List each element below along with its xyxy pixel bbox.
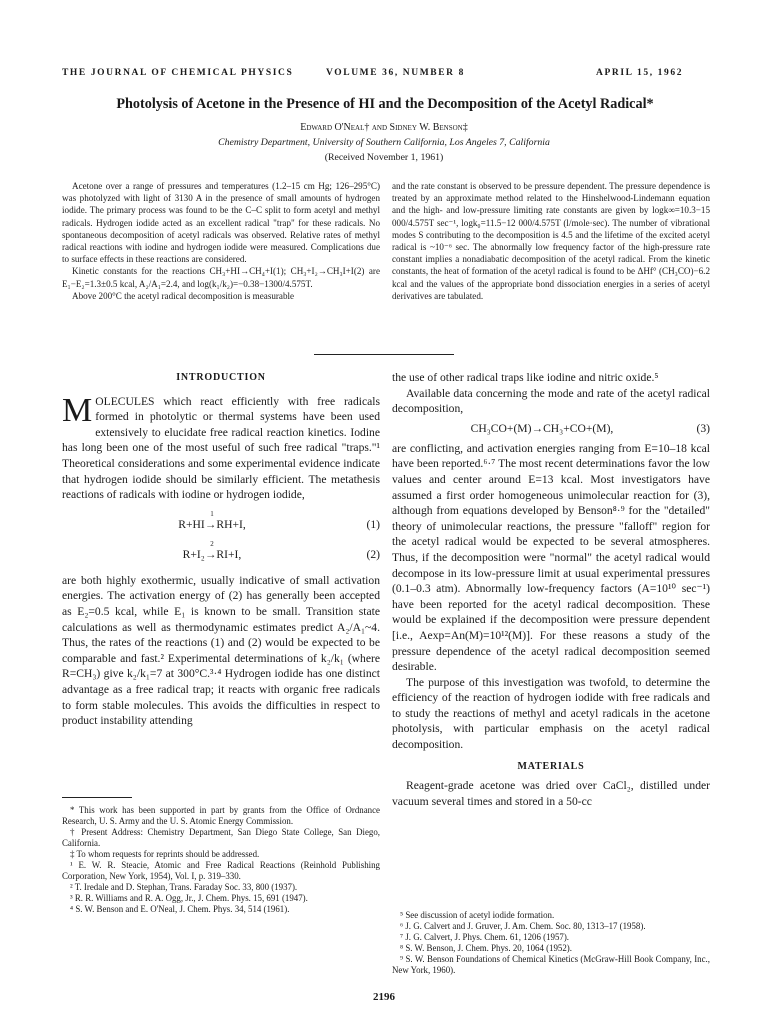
footnote: ⁶ J. G. Calvert and J. Gruver, J. Am. Chem. Soc. 80, 1313–17 (1958). [400, 921, 646, 931]
intro-paragraph: are both highly exothermic, usually indicative of small activation energies. The activation energy of (2) has generally been accepted as E₂=0.5 kcal, while E₁ is known to be small. Transition state calculations as well as thermodynamic estimates predict A₂/A₁~4. Thus, the rates of the reactions (1) and (2) would be expected to be comparable and fast.² Experimental determinations of k₂/k₁ (where R=CH₃) give k₂/k₁=7 at 300°C.³·⁴ Hydrogen iodide has one distinct advantage as a free radical trap; it reacts with organic free radicals to form stable molecules. This avoids the difficulties in respect to product instability attending [62, 573, 380, 728]
footnote-divider [62, 797, 132, 798]
abstract-divider [314, 354, 454, 355]
abstract-paragraph: Above 200°C the acetyl radical decomposition is measurable [72, 290, 295, 301]
footnote: ³ R. R. Williams and R. A. Ogg, Jr., J. Chem. Phys. 15, 691 (1947). [70, 893, 308, 903]
equation-1 [62, 507, 380, 537]
footnote: ² T. Iredale and D. Stephan, Trans. Faraday Soc. 33, 800 (1937). [70, 882, 298, 892]
authors: Edward O'Neal† and Sidney W. Benson‡ [300, 122, 468, 133]
footnote: ⁷ J. G. Calvert, J. Phys. Chem. 61, 1206 (1957). [400, 932, 570, 942]
section-heading-materials: MATERIALS [517, 760, 585, 772]
equation-number: (3) [696, 421, 710, 435]
footnote: * This work has been supported in part by grants from the Office of Ordnance Research, U. S. Army and the U. S. Atomic Energy Commission. [62, 805, 380, 826]
body-paragraph: the use of other radical traps like iodine and nitric oxide.⁵ [392, 371, 659, 384]
body-left-column [62, 370, 380, 729]
page-number: 2196 [373, 991, 395, 1003]
equation-text: R+I₂→RI+I, [182, 547, 242, 561]
equation-2 [62, 537, 380, 567]
equation-number: (1) [366, 517, 380, 531]
section-heading-introduction: INTRODUCTION [176, 372, 266, 383]
abstract-right-column [392, 180, 710, 302]
footnotes-right [392, 910, 710, 976]
abstract-left-column [62, 180, 380, 302]
footnote: ⁴ S. W. Benson and E. O'Neal, J. Chem. Phys. 34, 514 (1961). [70, 904, 290, 914]
abstract-paragraph: Acetone over a range of pressures and temperatures (1.2–15 cm Hg; 126–295°C) was photolyzed with light of 3130 A in the presence of small amounts of hydrogen iodide. The primary process was found to be the C–C split to form acetyl and methyl radicals. Hydrogen iodide acted as an excellent radical "trap" for these radicals. No spontaneous decomposition of acetyl radicals was observed. Relative rates of methyl radical reactions with iodine and hydrogen iodide were measured. Complications due to surface effects in these reactions are considered. [62, 181, 380, 265]
footnotes-left [62, 805, 380, 915]
footnote: ⁵ See discussion of acetyl iodide formation. [400, 910, 555, 920]
footnote: ⁹ S. W. Benson Foundations of Chemical Kinetics (McGraw-Hill Book Company, Inc., New York, 1960). [392, 954, 710, 975]
equation-label: 2 [210, 539, 214, 548]
drop-cap: M [62, 391, 93, 429]
equation-text: CH₃CO+(M)→CH₃+CO+(M), [470, 421, 614, 435]
equation-label: 1 [210, 509, 214, 518]
footnote: ¹ E. W. R. Steacie, Atomic and Free Radical Reactions (Reinhold Publishing Corporation, New York, 1954), Vol. I, p. 319–330. [62, 860, 380, 881]
equation-3 [392, 417, 710, 441]
footnote: † Present Address: Chemistry Department, San Diego State College, San Diego, California. [62, 827, 380, 848]
intro-paragraph: OLECULES which react efficiently with free radicals formed in photolytic or thermal systems have been used extensively to elucidate free radical reaction kinetics. Iodine has long been one of the most useful of such free radical "traps."¹ Theoretical considerations and some experimental evidence indicate that hydrogen iodide should be similarly efficient. The metathesis reactions of radicals with iodine or hydrogen iodide, [62, 394, 380, 502]
volume-number: VOLUME 36, NUMBER 8 [326, 68, 465, 78]
body-right-column [392, 370, 710, 809]
affiliation: Chemistry Department, University of Southern California, Los Angeles 7, California [218, 137, 550, 148]
paper-title: Photolysis of Acetone in the Presence of HI and the Decomposition of the Acetyl Radical* [116, 96, 654, 112]
abstract-paragraph: and the rate constant is observed to be pressure dependent. The pressure dependence is treated by an approximate method related to the Hinshelwood-Lindemann equation and the high- and low-pressure limiting rate constants are given by logk∞=10.3−15 000/4.575T sec⁻¹, logk₀=11.5−12 000/4.575T (l/mole·sec). The number of vibrational modes S contributing to the decomposition is 4.5 and the lifetime of the excited acetyl radical is ~10⁻⁶ sec. The abnormally low frequency factor of the high-pressure rate constant implies a nonadiabatic decomposition of the acetyl radical. From the kinetic constants, the heat of formation of the acetyl radical is found to be ΔHf° (CH₃CO)−6.2 kcal and the values of the appropriate bond dissociation energies in a series of acetyl derivatives are tabulated. [392, 181, 710, 301]
equation-number: (2) [366, 547, 380, 561]
received-date: (Received November 1, 1961) [324, 152, 444, 163]
body-paragraph: Reagent-grade acetone was dried over CaCl₂, distilled under vacuum several times and stored in a 50-cc [392, 779, 710, 808]
abstract-paragraph: Kinetic constants for the reactions CH₃+HI→CH₄+I(1); CH₃+I₂→CH₃I+I(2) are E₁−E₂=1.3±0.5 kcal, A₂/A₁=2.4, and log(k₁/k₂)=−0.38−1300/4.575T. [62, 266, 380, 289]
body-paragraph: The purpose of this investigation was twofold, to determine the efficiency of the reaction of hydrogen iodide with free radicals and to study the reactions of methyl and acetyl radicals in the acetone photolysis, with particular emphasis on the acetyl radical decomposition. [392, 675, 710, 752]
issue-date: APRIL 15, 1962 [596, 68, 684, 78]
footnote: ⁸ S. W. Benson, J. Chem. Phys. 20, 1064 (1952). [400, 943, 572, 953]
equation-text: R+HI→RH+I, [178, 517, 246, 531]
footnote: ‡ To whom requests for reprints should be addressed. [70, 849, 260, 859]
body-paragraph: Available data concerning the mode and rate of the acetyl radical decomposition, [392, 386, 710, 416]
journal-name: THE JOURNAL OF CHEMICAL PHYSICS [62, 68, 294, 78]
body-paragraph: are conflicting, and activation energies ranging from E=10–18 kcal have been reported.⁶·⁷ The most recent determinations favor the low values and center around E=13 kcal. Most investigators have assumed a first order homogeneous unimolecular reaction for (3), although from equations developed by Benson⁸·⁹ for the "detailed" theory of unimolecular reactions, the pressure "falloff" region for the acetyl radical would be expected to be several atmospheres. Thus, if the decomposition were "normal" the acetyl radical would decompose in its low-pressure limit at usual experimental pressures (0.1–0.3 atm). Abnormally low-frequency factors (A=10¹⁰ sec⁻¹) have been reported for the acetyl radical decomposition. These would be explained if the decomposition were pressure dependent [i.e., Aexp=An(M)=10¹²(M)]. For these reasons a study of the pressure dependence of the acetyl radical decomposition seemed desirable. [392, 441, 710, 674]
